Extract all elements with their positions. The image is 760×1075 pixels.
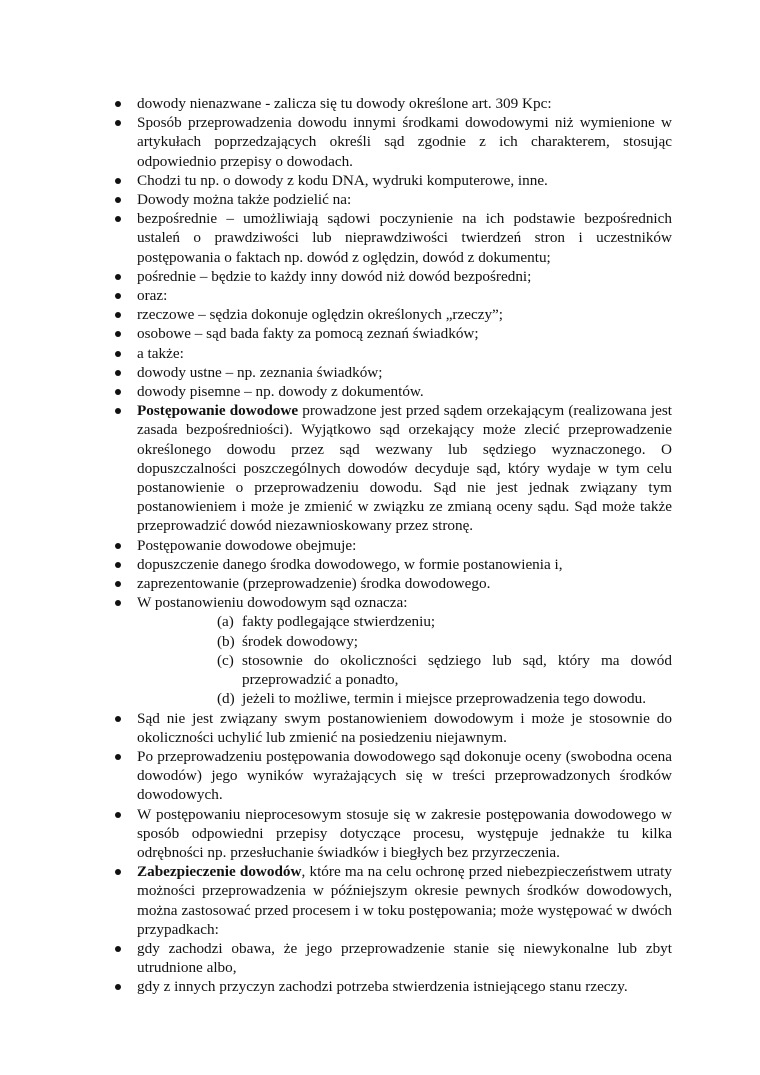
list-item-text: rzeczowe – sędzia dokonuje oględzin określonych „rzeczy”;	[137, 306, 504, 324]
list-item	[112, 94, 672, 113]
list-item	[112, 344, 672, 363]
list-item	[112, 805, 672, 863]
sub-list-item	[217, 612, 672, 631]
list-item	[112, 113, 672, 171]
sub-list-item	[217, 651, 672, 689]
list-item-text: Chodzi tu np. o dowody z kodu DNA, wydruki komputerowe, inne.	[137, 171, 548, 189]
bullet-icon	[115, 946, 121, 952]
list-item	[112, 747, 672, 805]
list-item-text: W postanowieniu dowodowym sąd oznacza:	[137, 594, 408, 612]
list-item-text: dowody nienazwane - zalicza się tu dowody określone art. 309 Kpc:	[137, 95, 552, 112]
bullet-icon	[115, 101, 121, 107]
sub-list-text: jeżeli to możliwe, termin i miejsce przeprowadzenia tego dowodu.	[242, 690, 647, 708]
sub-list	[137, 612, 672, 708]
list-item-text: Dowody można także podzielić na:	[137, 191, 352, 209]
bullet-icon	[115, 562, 121, 568]
list-item-text: bezpośrednie – umożliwiają sądowi poczynienie na ich podstawie bezpośrednich ustaleń o prawdziwości lub nieprawdziwości twierdzeń stron i uczestników postępowania o faktach np. dowód z oględzin, dowód z dokumentu;	[137, 210, 672, 266]
list-item-text: pośrednie – będzie to każdy inny dowód niż dowód bezpośredni;	[137, 267, 532, 285]
bullet-icon	[115, 293, 121, 299]
list-item-text: dowody pisemne – np. dowody z dokumentów.	[137, 383, 424, 401]
list-item	[112, 862, 672, 939]
sub-list-marker: (b)	[217, 632, 235, 650]
list-item-text: dopuszczenie danego środka dowodowego, w formie postanowienia i,	[137, 555, 563, 573]
sub-list-marker: (d)	[217, 690, 235, 708]
bullet-icon	[115, 274, 121, 280]
list-item	[112, 190, 672, 209]
list-item-text: Postępowanie dowodowe obejmuje:	[137, 536, 357, 554]
bullet-icon	[115, 408, 121, 414]
sub-list-item	[217, 689, 672, 708]
sub-list-text: fakty podlegające stwierdzeniu;	[242, 613, 436, 631]
sub-list-item	[217, 632, 672, 651]
list-item	[112, 363, 672, 382]
list-item-text: gdy z innych przyczyn zachodzi potrzeba stwierdzenia istniejącego stanu rzeczy.	[137, 978, 628, 996]
list-item	[112, 593, 672, 708]
bullet-icon	[115, 178, 121, 184]
sub-list-text: środek dowodowy;	[242, 632, 359, 650]
list-item	[112, 555, 672, 574]
bullet-icon	[115, 812, 121, 818]
list-item-text: W postępowaniu nieprocesowym stosuje się w zakresie postępowania dowodowego w sposób odpowiedni przepisy dotyczące procesu, występuje jednakże tu kilka odrębności np. przesłuchanie świadków i biegłych bez przyrzeczenia.	[137, 805, 672, 861]
list-item	[112, 305, 672, 324]
list-item	[112, 977, 672, 996]
list-item-text: osobowe – sąd bada fakty za pomocą zeznań świadków;	[137, 325, 479, 343]
list-item	[112, 401, 672, 535]
bullet-icon	[115, 600, 121, 606]
list-item-text: Sąd nie jest związany swym postanowieniem dowodowym i może je stosownie do okoliczności uchylić lub zmienić na posiedzeniu niejawnym.	[137, 709, 672, 746]
bullet-icon	[115, 984, 121, 990]
list-item-text: Po przeprowadzeniu postępowania dowodowego sąd dokonuje oceny (swobodna ocena dowodów) jego wyników wyrażających się w treści przeprowadzonych środków dowodowych.	[137, 747, 672, 804]
list-item	[112, 574, 672, 593]
list-item	[112, 939, 672, 977]
bullet-icon	[115, 543, 121, 549]
list-item	[112, 324, 672, 343]
sub-list-marker: (c)	[217, 651, 234, 669]
list-item-text: zaprezentowanie (przeprowadzenie) środka dowodowego.	[137, 575, 491, 593]
bullet-icon	[115, 389, 121, 395]
list-item-text: gdy zachodzi obawa, że jego przeprowadzenie stanie się niewykonalne lub zbyt utrudnione albo,	[137, 939, 672, 977]
list-item	[112, 209, 672, 267]
bullet-icon	[115, 351, 121, 357]
list-item-bold-term: Zabezpieczenie dowodów	[137, 863, 302, 881]
document-body	[112, 94, 672, 997]
bullet-icon	[115, 331, 121, 337]
sub-list-marker: (a)	[217, 613, 234, 631]
list-item	[112, 267, 672, 286]
list-item	[112, 286, 672, 305]
list-item	[112, 536, 672, 555]
bullet-icon	[115, 370, 121, 376]
bullet-icon	[115, 716, 121, 722]
list-item-text: Sposób przeprowadzenia dowodu innymi środkami dowodowymi niż wymienione w artykułach poprzedzających określi sąd zgodnie z ich charakterem, stosując odpowiednio przepisy o dowodach.	[137, 114, 672, 170]
bullet-icon	[115, 869, 121, 875]
list-item-text: oraz:	[137, 287, 168, 305]
list-item	[112, 171, 672, 190]
list-item	[112, 382, 672, 401]
bullet-icon	[115, 120, 121, 126]
sub-list-text: stosownie do okoliczności sędziego lub sąd, który ma dowód przeprowadzić a ponadto,	[242, 651, 672, 689]
list-item-text: a także:	[137, 344, 184, 362]
list-item-bold-term: Postępowanie dowodowe	[137, 402, 299, 420]
bullet-icon	[115, 581, 121, 587]
bullet-icon	[115, 754, 121, 760]
list-item-text: dowody ustne – np. zeznania świadków;	[137, 363, 383, 381]
list-item-text: prowadzone jest przed sądem orzekającym (realizowana jest zasada bezpośredniości). Wyjątkowo sąd orzekający może zlecić przeprowadzenie określonego dowodu przez sąd wezwany lub sędziego wyznaczonego. O dopuszczalności poszczególnych dowodów decyduje sąd, który wydaje w tym celu postanowienie o przeprowadzeniu dowodu. Sąd nie jest jednak związany tym postanowieniem i może je zmienić w związku ze zmianą oceny sądu. Sąd może także przeprowadzić dowód niezawnioskowany przez stronę.	[137, 402, 672, 535]
list-item	[112, 709, 672, 747]
bullet-list	[112, 94, 672, 997]
bullet-icon	[115, 197, 121, 203]
list-item-text: , które ma na celu ochronę przed niebezpieczeństwem utraty możności przeprowadzenia w późniejszym okresie pewnych środków dowodowych, można zastosować przed procesem i w toku postępowania; może występować w dwóch przypadkach:	[137, 863, 672, 938]
bullet-icon	[115, 312, 121, 318]
bullet-icon	[115, 216, 121, 222]
